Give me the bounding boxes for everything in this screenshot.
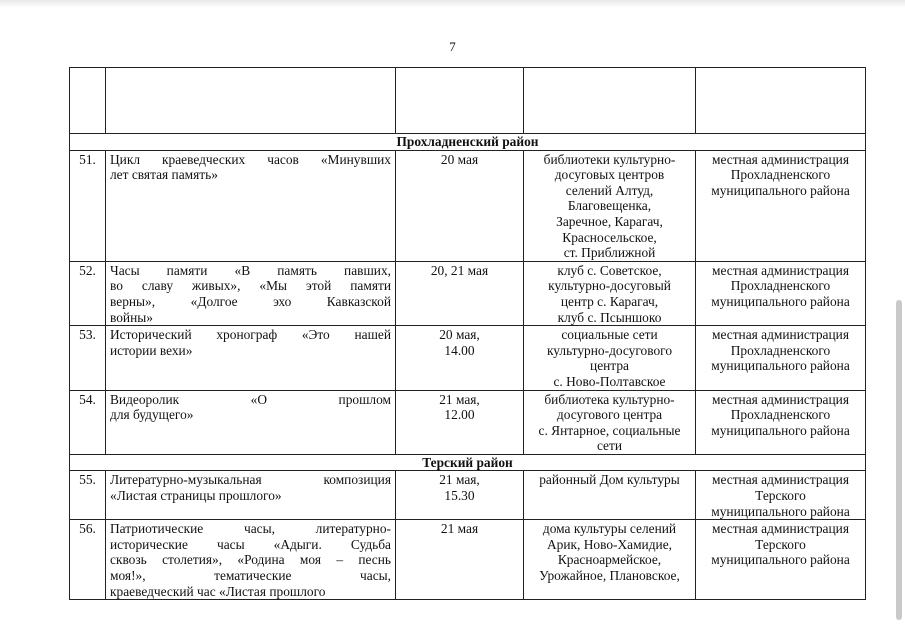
event-place-line: селений Алтуд, (565, 182, 654, 198)
event-date-line: 21 мая, (439, 472, 480, 488)
event-name-line: Часы памяти «В память павших, (110, 262, 391, 278)
table-row (70, 390, 866, 454)
event-organizer-line: местная администрация (712, 391, 849, 407)
event-place-line: Урожайное, Плановское, (539, 568, 680, 584)
event-name-line: для будущего» (110, 407, 194, 423)
event-organizer (696, 150, 866, 261)
row-number: 53. (70, 326, 106, 390)
event-date-line: 12.00 (444, 407, 475, 423)
event-name-line: Цикл краеведческих часов «Минувших (110, 151, 391, 167)
event-place (524, 261, 696, 325)
event-place (524, 150, 696, 261)
event-date-line: 20 мая, (439, 327, 480, 343)
event-place-line: досуговых центров (554, 167, 665, 183)
event-organizer-line: Прохладненского (730, 278, 831, 294)
event-name (106, 150, 396, 261)
row-number: 52. (70, 261, 106, 325)
event-place (524, 471, 696, 520)
page-top-shadow (0, 0, 905, 8)
event-organizer-line: муниципального района (711, 422, 850, 438)
event-name (106, 390, 396, 454)
event-name-line: Патриотические часы, литературно- (110, 521, 391, 537)
row-number: 51. (70, 150, 106, 261)
event-name-line: лет святая память» (110, 167, 218, 183)
event-place-line: культурно-досугового (546, 342, 673, 358)
event-place-line: дома культуры селений (542, 521, 677, 537)
event-date-line: 20 мая (440, 151, 479, 167)
empty-cell (696, 68, 866, 134)
event-place-line: Красноармейское, (557, 552, 662, 568)
empty-cell (106, 68, 396, 134)
event-place (524, 520, 696, 600)
event-place-line: центра (590, 358, 629, 374)
event-organizer-line: Терского (755, 536, 806, 552)
section-header-row (70, 454, 866, 471)
event-organizer-line: Прохладненского (730, 342, 831, 358)
event-organizer-line: муниципального района (711, 503, 850, 519)
events-table-body (70, 68, 866, 600)
event-name (106, 520, 396, 600)
event-organizer-line: местная администрация (712, 472, 849, 488)
row-number: 54. (70, 390, 106, 454)
event-place-line: Арик, Ново-Хамидие, (546, 536, 672, 552)
event-date (396, 471, 524, 520)
vertical-scrollbar[interactable] (896, 300, 902, 620)
event-name-line: исторические часы «Адыги. Судьба (110, 536, 391, 552)
event-organizer-line: муниципального района (711, 358, 850, 374)
event-place-line: с. Ново-Полтавское (553, 373, 666, 389)
event-place-line: с. Янтарное, социальные (538, 422, 681, 438)
event-date-line: 21 мая (440, 521, 479, 537)
event-organizer (696, 471, 866, 520)
event-name-line: Исторический хронограф «Это нашей (110, 327, 391, 343)
event-place-line: досугового центра (556, 407, 663, 423)
event-name-line: моя!», тематические часы, (110, 568, 391, 584)
row-number: 55. (70, 471, 106, 520)
empty-cell (524, 68, 696, 134)
event-date (396, 326, 524, 390)
event-name-line: сквозь столетия», «Родина моя – песнь (110, 552, 391, 568)
event-date (396, 261, 524, 325)
event-date (396, 520, 524, 600)
empty-cell (396, 68, 524, 134)
event-place-line: библиотеки культурно- (543, 151, 676, 167)
event-place-line: Благовещенка, (567, 198, 652, 214)
event-organizer-line: Терского (755, 488, 806, 504)
event-place-line: ст. Приближной (563, 245, 656, 261)
page-number: 7 (449, 39, 456, 54)
event-name-line: войны» (110, 309, 153, 325)
event-place-line: Красносельское, (562, 229, 657, 245)
event-place (524, 326, 696, 390)
event-organizer (696, 326, 866, 390)
table-row (70, 261, 866, 325)
table-row (70, 326, 866, 390)
row-number: 56. (70, 520, 106, 600)
event-name (106, 326, 396, 390)
event-organizer-line: Прохладненского (730, 407, 831, 423)
event-organizer-line: местная администрация (712, 327, 849, 343)
event-name-line: Литературно-музыкальная композиция (110, 472, 391, 488)
section-title: Прохладненский район (70, 134, 866, 151)
event-organizer (696, 261, 866, 325)
event-organizer (696, 520, 866, 600)
event-name-line: «Листая страницы прошлого» (110, 488, 282, 504)
event-place-line: клуб с. Советское, (557, 262, 662, 278)
event-name (106, 471, 396, 520)
event-organizer-line: муниципального района (711, 293, 850, 309)
event-date (396, 150, 524, 261)
table-row (70, 150, 866, 261)
event-organizer-line: местная администрация (712, 262, 849, 278)
section-header-row (70, 134, 866, 151)
table-row (70, 520, 866, 600)
table-row-continued-header (70, 68, 866, 134)
event-place-line: сети (596, 438, 623, 454)
event-organizer-line: местная администрация (712, 151, 849, 167)
event-place-line: Заречное, Карагач, (556, 213, 663, 229)
event-name-line: Видеоролик «О прошлом (110, 391, 391, 407)
event-organizer-line: местная администрация (712, 521, 849, 537)
event-name-line: верны», «Долгое эхо Кавказской (110, 293, 391, 309)
event-name-line: во славу живых», «Мы этой памяти (110, 278, 391, 294)
event-date-line: 21 мая, (439, 391, 480, 407)
events-table (69, 67, 866, 600)
event-organizer (696, 390, 866, 454)
event-place-line: культурно-досуговый (548, 278, 671, 294)
event-name-line: краеведческий час «Листая прошлого (110, 583, 326, 599)
event-organizer-line: Прохладненского (730, 167, 831, 183)
event-name-line: истории вехи» (110, 342, 193, 358)
empty-cell (70, 68, 106, 134)
event-date (396, 390, 524, 454)
event-place-line: библиотека культурно- (544, 391, 675, 407)
event-place (524, 390, 696, 454)
event-place-line: социальные сети (561, 327, 658, 343)
event-place-line: центр с. Карагач, (560, 293, 659, 309)
event-date-line: 14.00 (444, 342, 475, 358)
event-name (106, 261, 396, 325)
event-date-line: 20, 21 мая (430, 262, 489, 278)
event-place-line: клуб с. Псыншоко (557, 309, 662, 325)
section-title: Терский район (70, 454, 866, 471)
event-date-line: 15.30 (444, 488, 475, 504)
event-place-line: районный Дом культуры (539, 472, 680, 488)
event-organizer-line: муниципального района (711, 182, 850, 198)
table-row (70, 471, 866, 520)
event-organizer-line: муниципального района (711, 552, 850, 568)
